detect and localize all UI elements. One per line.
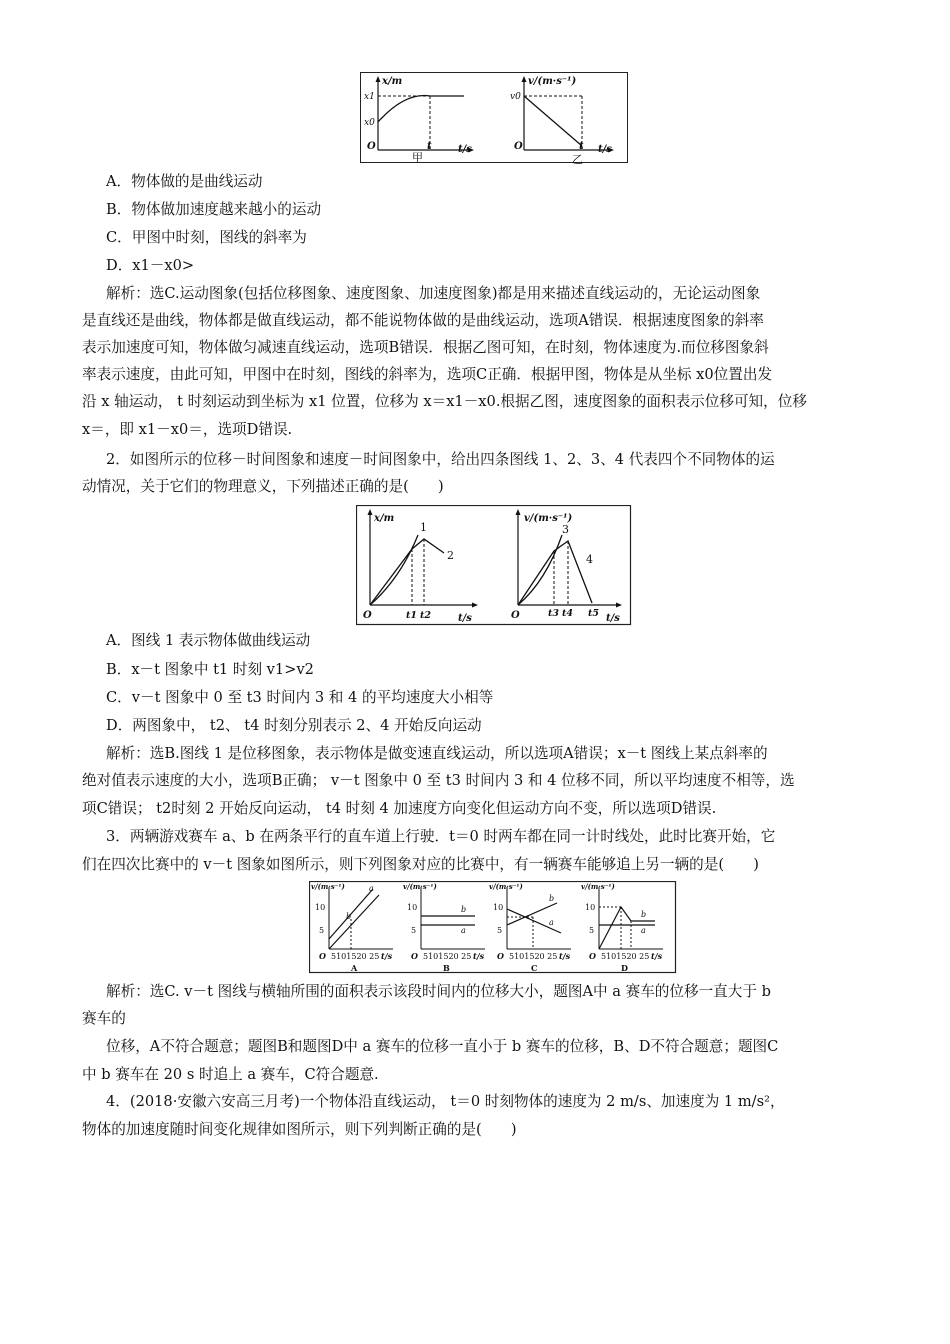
svg-text:t4: t4	[562, 608, 573, 619]
q1-analysis-line: 率表示速度，由此可知，甲图中在时刻，图线的斜率为，选项C正确．根据甲图，物体是从坐标 x0位置出发	[82, 366, 773, 383]
svg-text:O: O	[589, 951, 596, 961]
svg-text:t/s: t/s	[598, 144, 612, 155]
svg-text:t5: t5	[588, 608, 599, 619]
q1-option-d: D．x1－x0>	[106, 257, 195, 274]
q3-stem-line: 们在四次比赛中的 v－t 图象如图所示，则下列图象对应的比赛中，有一辆赛车能够追上另一辆的是( )	[82, 856, 759, 873]
figure-1	[360, 72, 628, 166]
svg-text:t/s: t/s	[559, 951, 571, 961]
svg-text:甲: 甲	[412, 151, 423, 164]
svg-text:t2: t2	[420, 610, 431, 621]
svg-text:t: t	[579, 141, 584, 152]
line-4	[518, 541, 592, 605]
svg-text:B: B	[443, 963, 450, 973]
svg-text:b: b	[461, 905, 467, 914]
svg-text:乙: 乙	[572, 153, 583, 166]
svg-text:5101520 25: 5101520 25	[423, 952, 472, 961]
svg-text:5: 5	[411, 926, 417, 935]
svg-text:D: D	[621, 963, 628, 973]
q1-analysis-line: 表示加速度可知，物体做匀减速直线运动，选项B错误．根据乙图可知，在时刻，物体速度为.而位移图象斜	[82, 339, 769, 356]
svg-text:O: O	[363, 610, 372, 621]
svg-text:O: O	[367, 141, 376, 152]
q2-option-d: D．两图象中， t2、 t4 时刻分别表示 2、4 开始反向运动	[106, 717, 482, 734]
svg-text:3: 3	[562, 523, 569, 536]
q1-option-a: A．物体做的是曲线运动	[106, 173, 263, 190]
svg-text:O: O	[511, 610, 520, 621]
svg-text:a: a	[641, 926, 646, 935]
svg-text:a: a	[369, 884, 374, 893]
svg-text:10: 10	[315, 903, 326, 912]
svg-text:5101520 25: 5101520 25	[601, 952, 650, 961]
panel-d	[581, 882, 663, 973]
svg-text:2: 2	[447, 549, 454, 562]
svg-text:x/m: x/m	[382, 76, 403, 87]
svg-text:O: O	[319, 951, 326, 961]
svg-text:O: O	[497, 951, 504, 961]
q2-stem-line: 动情况，关于它们的物理意义，下列描述正确的是( )	[82, 478, 444, 495]
svg-text:a: a	[549, 918, 554, 927]
q1-analysis-line: x＝，即 x1－x0＝，选项D错误.	[82, 421, 293, 438]
q4-stem-line: 4．(2018·安徽六安高三月考)一个物体沿直线运动， t＝0 时刻物体的速度为 2 m/s、加速度为 1 m/s²，	[106, 1093, 785, 1110]
svg-text:5: 5	[319, 926, 325, 935]
svg-text:b: b	[346, 912, 352, 921]
svg-text:v/(m·s⁻¹): v/(m·s⁻¹)	[524, 513, 573, 524]
q2-option-a: A．图线 1 表示物体做曲线运动	[106, 632, 311, 649]
svg-text:4: 4	[586, 553, 593, 566]
svg-text:t1: t1	[406, 610, 417, 621]
svg-text:O: O	[514, 141, 523, 152]
q1-analysis-line: 是直线还是曲线，物体都是做直线运动，都不能说物体做的是曲线运动，选项A错误．根据速度图象的斜率	[82, 312, 764, 329]
svg-text:5101520 25: 5101520 25	[331, 952, 380, 961]
panel-a	[311, 882, 393, 973]
svg-text:A: A	[351, 963, 358, 973]
svg-text:t/s: t/s	[458, 613, 472, 624]
svg-text:10: 10	[493, 903, 504, 912]
svg-text:v/(m·s⁻¹): v/(m·s⁻¹)	[489, 882, 523, 891]
figure-2	[356, 505, 632, 627]
q2-analysis-line: 项C错误； t2时刻 2 开始反向运动， t4 时刻 4 加速度方向变化但运动方向不变，所以选项D错误.	[82, 800, 717, 817]
svg-text:t/s: t/s	[473, 951, 485, 961]
svg-text:x/m: x/m	[374, 513, 395, 524]
svg-text:x0: x0	[364, 118, 375, 128]
q1-option-b: B．物体做加速度越来越小的运动	[106, 201, 322, 218]
svg-text:a: a	[461, 926, 466, 935]
q2-option-b: B．x－t 图象中 t1 时刻 v1>v2	[106, 661, 314, 678]
svg-text:5: 5	[497, 926, 503, 935]
svg-text:t/s: t/s	[381, 951, 393, 961]
q3-analysis-line: 位移，A不符合题意；题图B和题图D中 a 赛车的位移一直小于 b 赛车的位移，B、D不符合题意；题图C	[106, 1038, 779, 1055]
svg-text:v/(m·s⁻¹): v/(m·s⁻¹)	[581, 882, 615, 891]
panel-c	[489, 882, 571, 973]
svg-text:C: C	[531, 963, 538, 973]
svg-text:t/s: t/s	[606, 613, 620, 624]
q2-analysis-line: 解析：选B.图线 1 是位移图象，表示物体是做变速直线运动，所以选项A错误；x－t 图线上某点斜率的	[106, 745, 768, 762]
svg-text:v/(m·s⁻¹): v/(m·s⁻¹)	[403, 882, 437, 891]
figure-3	[309, 881, 677, 974]
svg-text:5: 5	[589, 926, 595, 935]
svg-text:v/(m·s⁻¹): v/(m·s⁻¹)	[311, 882, 345, 891]
panel-b	[403, 882, 485, 973]
svg-text:t/s: t/s	[458, 144, 472, 155]
q3-analysis-line: 解析：选C. v－t 图线与横轴所围的面积表示该段时间内的位移大小，题图A中 a 赛车的位移一直大于 b	[106, 983, 771, 1000]
q3-analysis-line: 中 b 赛车在 20 s 时追上 a 赛车，C符合题意.	[82, 1066, 379, 1083]
displacement-curve	[378, 96, 464, 122]
svg-text:b: b	[549, 894, 555, 903]
q3-stem-line: 3．两辆游戏赛车 a、b 在两条平行的直车道上行驶．t＝0 时两车都在同一计时线处，此时比赛开始，它	[106, 828, 776, 845]
svg-text:t3: t3	[548, 608, 559, 619]
velocity-line	[524, 96, 582, 146]
svg-text:b: b	[641, 910, 647, 919]
svg-text:t/s: t/s	[651, 951, 663, 961]
svg-text:v0: v0	[510, 92, 521, 102]
q1-analysis-line: 沿 x 轴运动， t 时刻运动到坐标为 x1 位置，位移为 x＝x1－x0.根据乙图，速度图象的面积表示位移可知，位移	[82, 393, 807, 410]
svg-text:O: O	[411, 951, 418, 961]
svg-text:t: t	[427, 141, 432, 152]
svg-text:1: 1	[420, 521, 427, 534]
svg-text:5101520 25: 5101520 25	[509, 952, 558, 961]
q2-option-c: C．v－t 图象中 0 至 t3 时间内 3 和 4 的平均速度大小相等	[106, 689, 494, 706]
q4-stem-line: 物体的加速度随时间变化规律如图所示，则下列判断正确的是( )	[82, 1121, 517, 1138]
svg-text:10: 10	[585, 903, 596, 912]
q3-analysis-line: 赛车的	[82, 1010, 126, 1027]
q2-analysis-line: 绝对值表示速度的大小，选项B正确； v－t 图象中 0 至 t3 时间内 3 和 4 位移不同，所以平均速度不相等，选	[82, 772, 795, 789]
svg-text:x1: x1	[364, 92, 375, 102]
q2-stem-line: 2．如图所示的位移－时间图象和速度－时间图象中，给出四条图线 1、2、3、4 代表四个不同物体的运	[106, 451, 775, 468]
svg-text:v/(m·s⁻¹): v/(m·s⁻¹)	[528, 76, 577, 87]
svg-text:10: 10	[407, 903, 418, 912]
q1-option-c: C．甲图中时刻，图线的斜率为	[106, 229, 307, 246]
q1-analysis-line: 解析：选C.运动图象(包括位移图象、速度图象、加速度图象)都是用来描述直线运动的，无论运动图象	[106, 285, 761, 302]
